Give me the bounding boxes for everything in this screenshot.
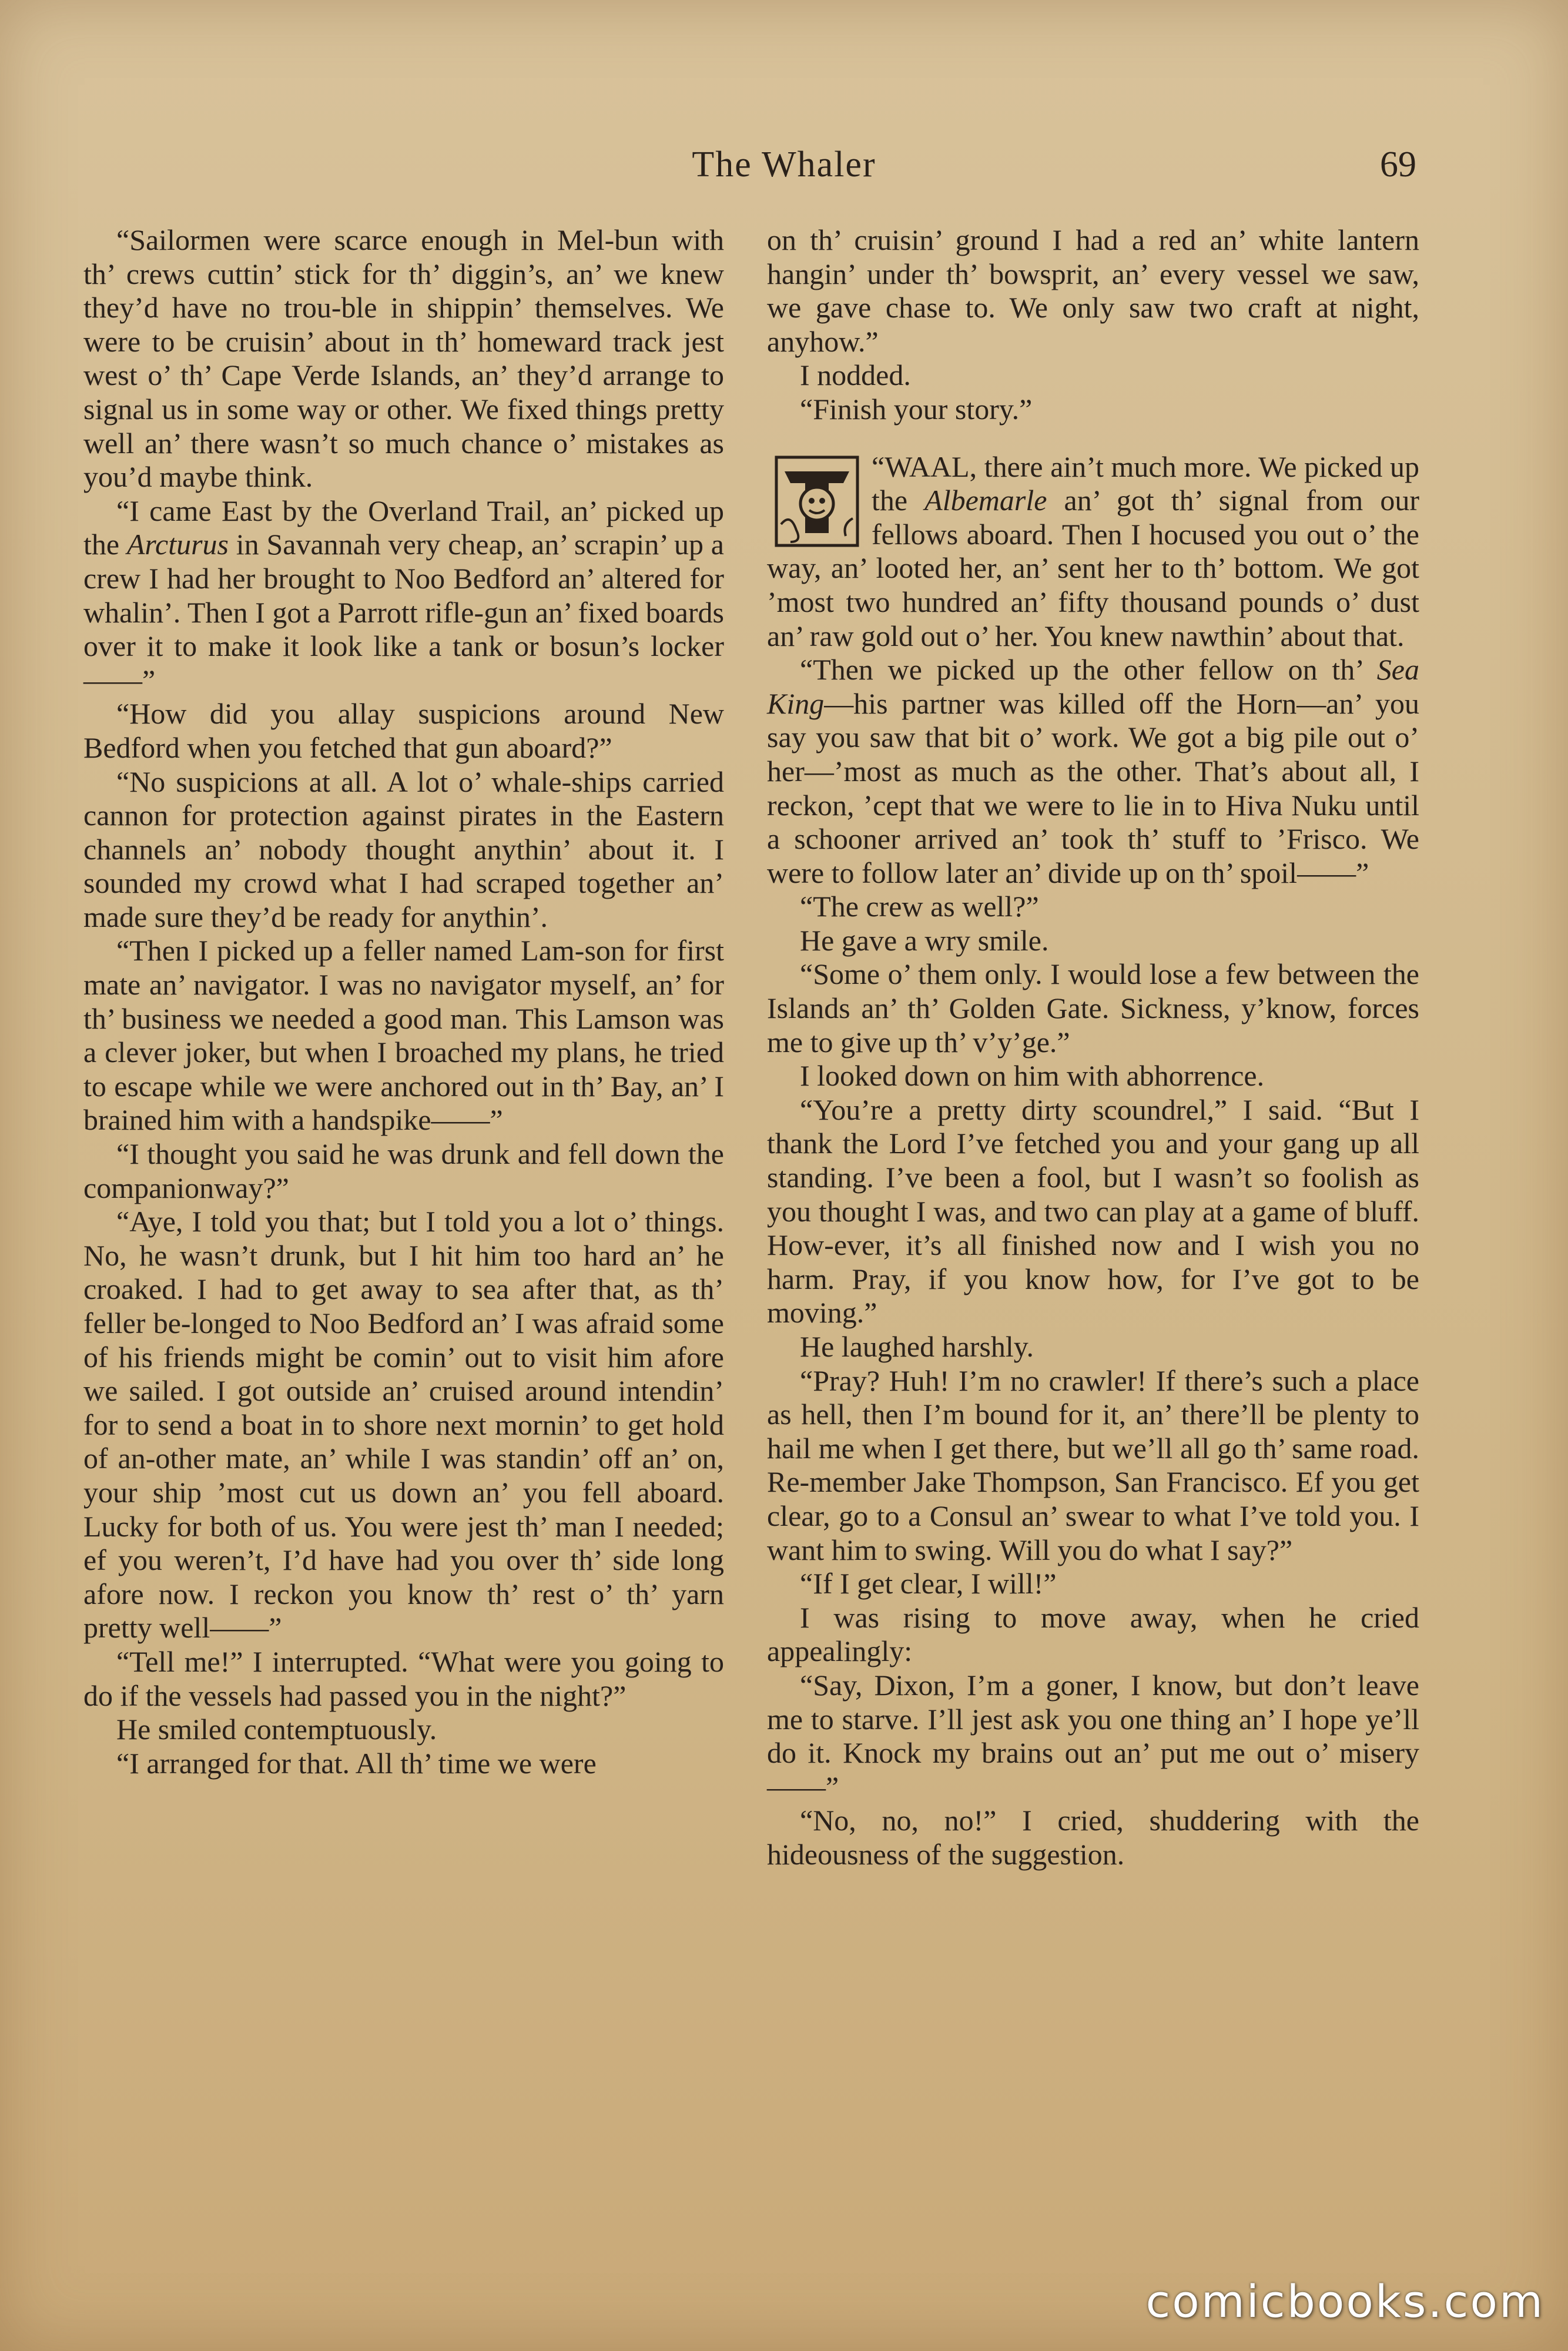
ship-name: Sea King	[767, 653, 1419, 720]
left-column	[83, 223, 724, 1780]
paragraph: “Then we picked up the other fellow on th’ Sea King—his partner was killed off the Horn—an’ you say you saw that bit o’ work. We got a big pile out o’ her—’most as much as the other. That’s about all, I reckon, ’cept that we were to lie in to Hiva Nuku until a schooner arrived an’ took th’ stuff to ’Frisco. We were to follow later an’ divide up on th’ spoil——”	[767, 653, 1419, 889]
paragraph: “Finish your story.”	[800, 392, 1033, 426]
paragraph: “Tell me!” I interrupted. “What were you going to do if the vessels had passed you in the night?”	[83, 1645, 724, 1712]
paragraph: on th’ cruisin’ ground I had a red an’ white lantern hangin’ under th’ bowsprit, an’ every vessel we saw, we gave chase to. We only saw two craft at night, anyhow.”	[767, 223, 1419, 358]
paragraph: “No suspicions at all. A lot o’ whale-ships carried cannon for protection against pirates in the Eastern channels an’ nobody thought anythin’ about it. I sounded my crowd what I had scraped together an’ made sure they’d be ready for anythin’.	[83, 765, 724, 933]
paragraph: “The crew as well?”	[800, 890, 1039, 923]
paragraph: I looked down on him with abhorrence.	[800, 1059, 1265, 1093]
section-paragraph: “WAAL, there ain’t much more. We picked up the Albemarle an’ got th’ signal from our fellows aboard. Then I hocused you out o’ the way, an’ looted her, an’ sent her to th’ bottom. We got ’most two hundred an’ fifty thousand pounds o’ dust an’ raw gold out o’ her. You knew nawthin’ about that.	[767, 450, 1419, 652]
paragraph: “No, no, no!” I cried, shuddering with the hideousness of the suggestion.	[767, 1804, 1419, 1871]
paragraph: “If I get clear, I will!”	[800, 1567, 1057, 1600]
paragraph: “Sailormen were scarce enough in Mel-bun with th’ crews cuttin’ stick for th’ diggin’s, an’ we knew they’d have no trou-ble in shippin’ themselves. We were to be cruisin’ about in th’ homeward track jest west o’ th’ Cape Verde Islands, an’ they’d arrange to signal us in some way or other. We fixed things pretty well an’ there wasn’t so much chance o’ mistakes as you’d maybe think.	[83, 223, 724, 494]
running-title: The Whaler	[692, 145, 876, 185]
decorative-initial-icon	[773, 454, 861, 549]
paragraph: He laughed harshly.	[800, 1330, 1034, 1363]
ship-name: Arcturus	[126, 528, 229, 561]
paragraph: “Say, Dixon, I’m a goner, I know, but don’t leave me to starve. I’ll jest ask you one thing an’ I hope ye’ll do it. Knock my brains out an’ put me out o’ misery——”	[767, 1668, 1419, 1803]
paragraph: “I thought you said he was drunk and fell down the companionway?”	[83, 1137, 724, 1204]
paragraph: I was rising to move away, when he cried appealingly:	[767, 1600, 1419, 1668]
paragraph: “Aye, I told you that; but I told you a lot o’ things. No, he wasn’t drunk, but I hit him too hard an’ he croaked. I had to get away to sea after that, as th’ feller be-longed to Noo Bedford an’ I was afraid some of his friends might be comin’ out to visit him afore we sailed. I got outside an’ cruised around intendin’ for to send a boat in to shore next mornin’ to get hold of an-other mate, an’ while I was standin’ off an’ on, your ship ’most cut us down an’ you fell aboard. Lucky for both of us. You were jest th’ man I needed; ef you weren’t, I’d have had you over th’ side long afore now. I reckon you know th’ rest o’ th’ yarn pretty well——”	[83, 1205, 724, 1645]
paragraph: “I came East by the Overland Trail, an’ picked up the Arcturus in Savannah very cheap, an’ scrapin’ up a crew I had her brought to Noo Bedford an’ altered for whalin’. Then I got a Parrott rifle-gun an’ fixed boards over it to make it look like a tank or bosun’s locker——”	[83, 494, 724, 696]
paragraph: “Pray? Huh! I’m no crawler! If there’s such a place as hell, then I’m bound for it, an’ there’ll be plenty to hail me when I get there, but we’ll all go th’ same road. Re-member Jake Thompson, San Francisco. Ef you get clear, go to a Consul an’ swear to what I’ve told you. I want him to swing. Will you do what I say?”	[767, 1364, 1419, 1566]
page-number: 69	[1380, 145, 1416, 185]
ship-name: Albemarle	[924, 484, 1047, 517]
site-watermark: comicbooks.com	[1145, 2275, 1544, 2327]
paragraph: He smiled contemptuously.	[116, 1713, 437, 1746]
paragraph: “Then I picked up a feller named Lam-son for first mate an’ navigator. I was no navigator myself, an’ for th’ business we needed a good man. This Lamson was a clever joker, but when I broached my plans, he tried to escape while we were anchored out in th’ Bay, an’ I brained him with a handspike——”	[83, 934, 724, 1137]
paragraph: “Some o’ them only. I would lose a few between the Islands an’ th’ Golden Gate. Sickness, y’know, forces me to give up th’ v’y’ge.”	[767, 957, 1419, 1059]
page-header	[0, 132, 1568, 197]
paragraph: “You’re a pretty dirty scoundrel,” I said. “But I thank the Lord I’ve fetched you and your gang up all standing. I’ve been a fool, but I wasn’t so foolish as you thought I was, and two can play at a game of bluff. How-ever, it’s all finished now and I wish you no harm. Pray, if you know how, for I’ve got to be moving.”	[767, 1093, 1419, 1329]
paragraph: I nodded.	[800, 359, 911, 392]
paragraph: He gave a wry smile.	[800, 923, 1049, 957]
paragraph: “I arranged for that. All th’ time we were	[116, 1746, 597, 1780]
right-column	[767, 223, 1419, 1872]
paragraph: “How did you allay suspicions around New Bedford when you fetched that gun aboard?”	[83, 697, 724, 764]
